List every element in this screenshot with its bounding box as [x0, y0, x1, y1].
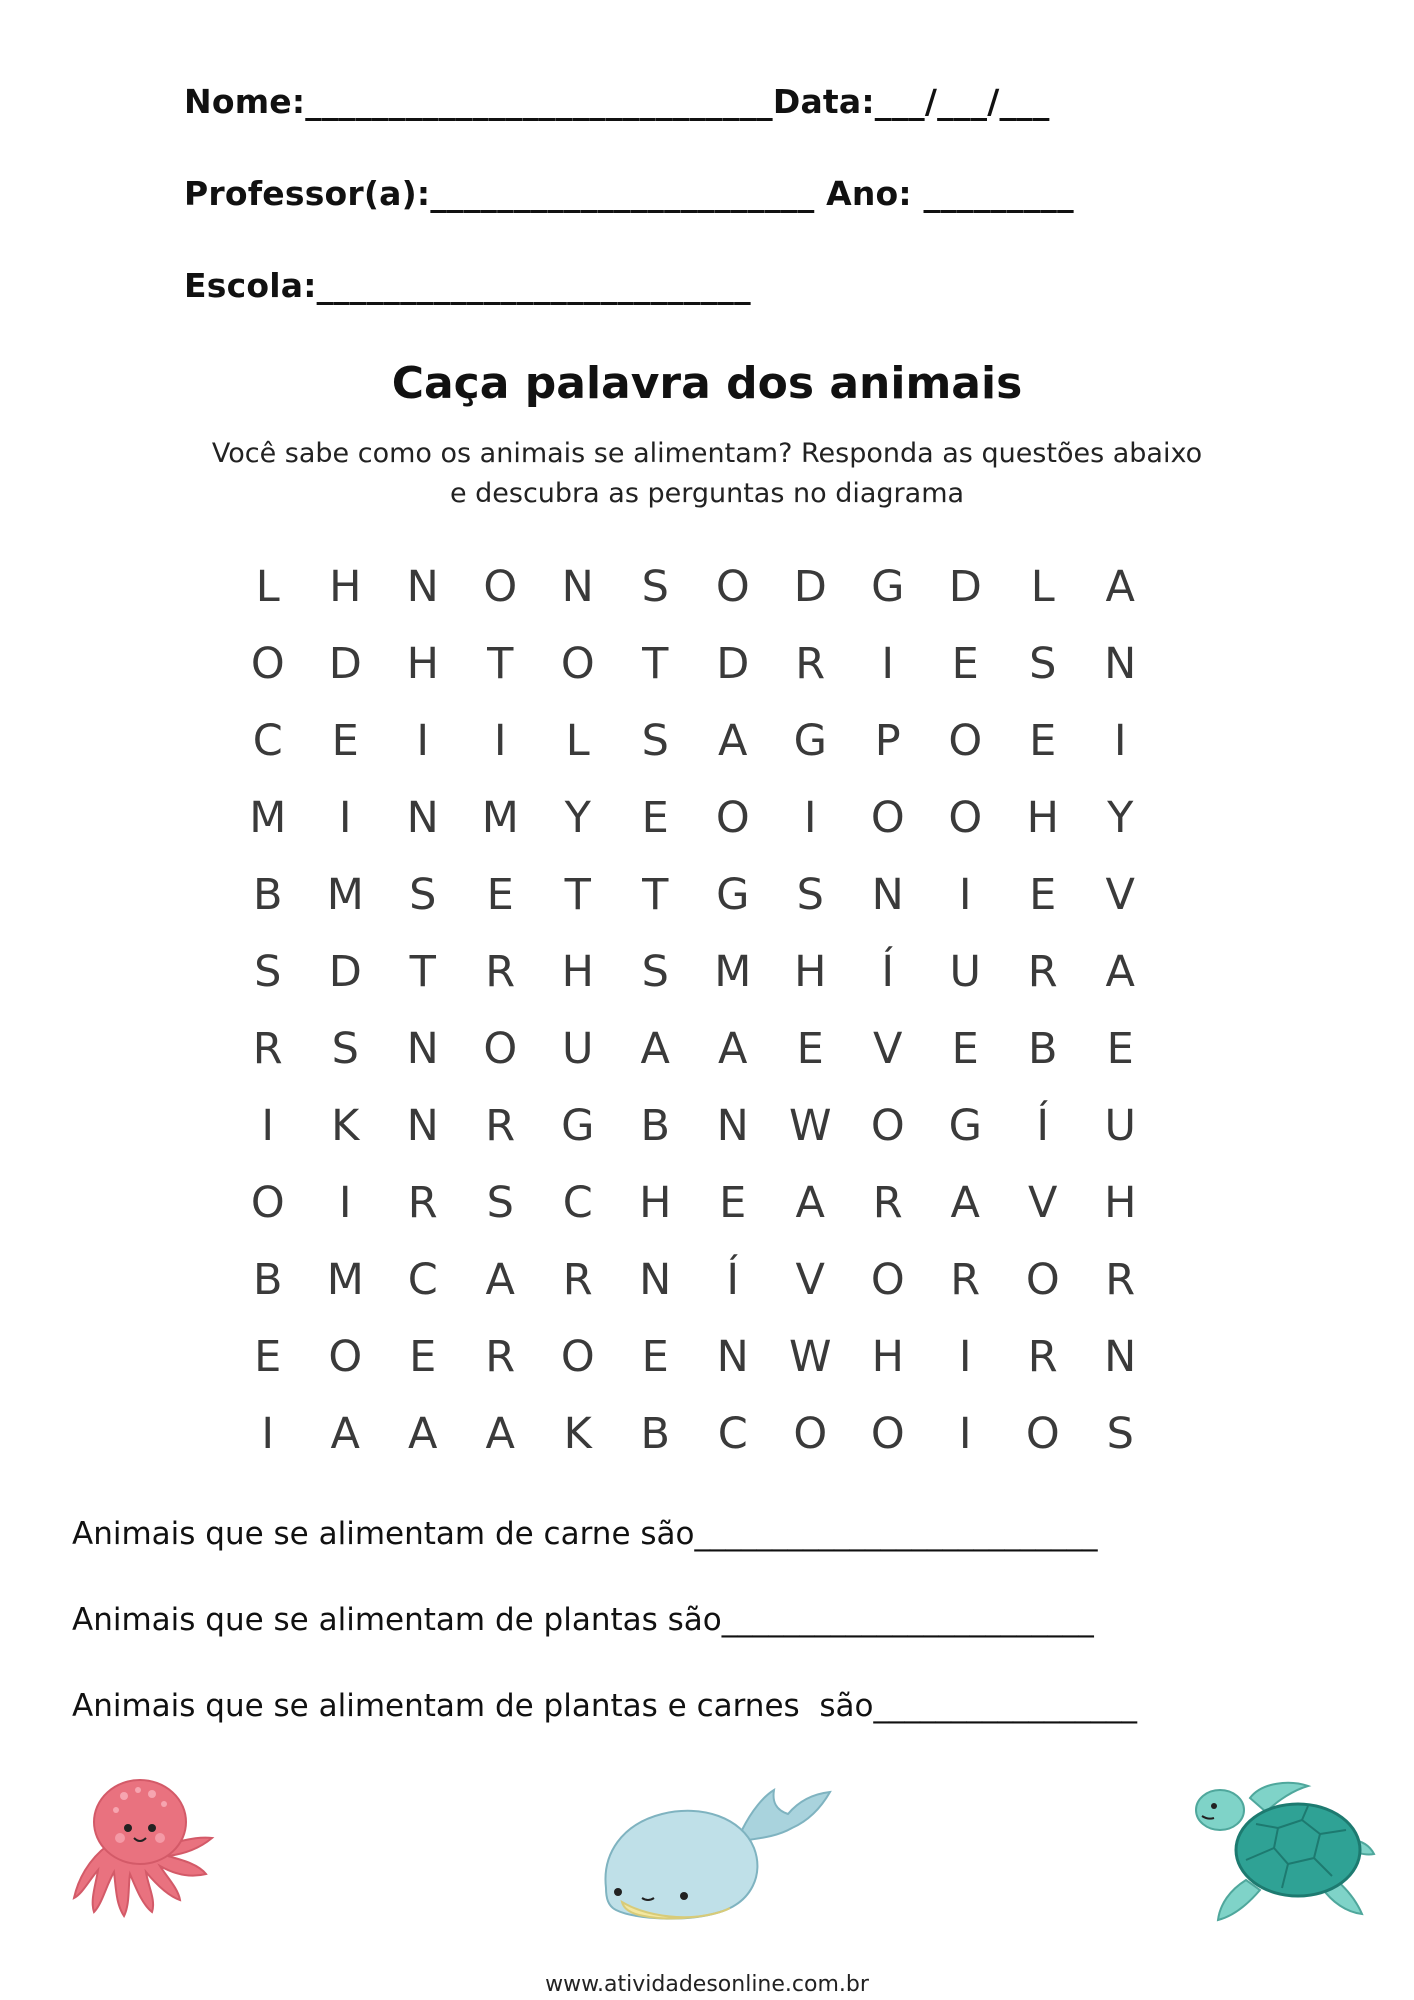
grid-letter: E: [641, 1331, 669, 1382]
grid-letter: A: [1105, 561, 1135, 612]
grid-letter: L: [565, 715, 590, 766]
grid-letter: H: [561, 946, 594, 997]
grid-letter: R: [872, 1177, 903, 1228]
grid-letter: C: [562, 1177, 593, 1228]
grid-letter: O: [948, 715, 983, 766]
grid-letter: N: [716, 1331, 749, 1382]
grid-letter: I: [261, 1100, 275, 1151]
grid-letter: A: [485, 1254, 515, 1305]
grid-letter: E: [331, 715, 359, 766]
grid-letter: Í: [881, 946, 895, 997]
grid-letter: B: [640, 1408, 670, 1459]
grid-letter: B: [253, 869, 283, 920]
question-2: Animais que se alimentam de plantas são________________________: [72, 1602, 1094, 1638]
grid-letter: R: [485, 1100, 516, 1151]
octopus-icon: [68, 1770, 228, 1920]
grid-letter: O: [870, 1408, 905, 1459]
grid-letter: I: [493, 715, 507, 766]
grid-letter: V: [795, 1254, 825, 1305]
grid-letter: Y: [1107, 792, 1134, 843]
grid-letter: I: [958, 1331, 972, 1382]
grid-letter: S: [254, 946, 282, 997]
grid-letter: I: [958, 1408, 972, 1459]
grid-letter: T: [642, 869, 669, 920]
grid-letter: M: [249, 792, 287, 843]
grid-letter: N: [716, 1100, 749, 1151]
grid-letter: O: [870, 1100, 905, 1151]
grid-letter: O: [870, 792, 905, 843]
grid-letter: O: [793, 1408, 828, 1459]
grid-letter: W: [788, 1100, 832, 1151]
grid-letter: V: [873, 1023, 903, 1074]
school-line: Escola:__________________________: [184, 266, 751, 305]
grid-letter: G: [793, 715, 827, 766]
grid-letter: H: [1104, 1177, 1137, 1228]
grid-letter: S: [796, 869, 824, 920]
grid-letter: R: [950, 1254, 981, 1305]
grid-letter: R: [1105, 1254, 1136, 1305]
grid-letter: O: [483, 561, 518, 612]
grid-letter: G: [948, 1100, 982, 1151]
grid-letter: D: [328, 946, 362, 997]
grid-letter: O: [328, 1331, 363, 1382]
grid-letter: T: [642, 638, 669, 689]
grid-letter: E: [641, 792, 669, 843]
grid-letter: U: [562, 1023, 594, 1074]
grid-letter: V: [1105, 869, 1135, 920]
grid-letter: O: [870, 1254, 905, 1305]
grid-letter: O: [1025, 1254, 1060, 1305]
grid-letter: N: [1104, 638, 1137, 689]
grid-letter: N: [406, 561, 439, 612]
grid-letter: H: [329, 561, 362, 612]
grid-letter: S: [641, 715, 669, 766]
grid-letter: T: [564, 869, 591, 920]
website-footer: www.atividadesonline.com.br: [545, 1972, 869, 1997]
grid-letter: R: [252, 1023, 283, 1074]
grid-letter: M: [481, 792, 519, 843]
grid-letter: E: [951, 638, 979, 689]
grid-letter: S: [1106, 1408, 1134, 1459]
grid-letter: I: [1113, 715, 1127, 766]
grid-letter: V: [1028, 1177, 1058, 1228]
grid-letter: I: [881, 638, 895, 689]
grid-letter: D: [948, 561, 982, 612]
grid-letter: I: [958, 869, 972, 920]
grid-letter: E: [409, 1331, 437, 1382]
grid-letter: O: [948, 792, 983, 843]
grid-letter: N: [406, 792, 439, 843]
grid-letter: O: [1025, 1408, 1060, 1459]
grid-letter: E: [486, 869, 514, 920]
grid-letter: H: [406, 638, 439, 689]
name-date-line: Nome:____________________________Data:___/___/___: [184, 82, 1050, 121]
grid-letter: K: [563, 1408, 592, 1459]
whale-icon: [592, 1770, 842, 1930]
word-search-grid: [229, 548, 1159, 1472]
grid-letter: N: [406, 1023, 439, 1074]
grid-letter: L: [1030, 561, 1055, 612]
grid-letter: S: [409, 869, 437, 920]
grid-letter: D: [328, 638, 362, 689]
grid-letter: M: [326, 1254, 364, 1305]
grid-letter: O: [250, 638, 285, 689]
grid-letter: C: [252, 715, 283, 766]
grid-letter: O: [560, 638, 595, 689]
grid-letter: T: [487, 638, 514, 689]
grid-letter: G: [871, 561, 905, 612]
grid-letter: A: [640, 1023, 670, 1074]
grid-letter: S: [486, 1177, 514, 1228]
grid-letter: I: [338, 792, 352, 843]
grid-letter: H: [1026, 792, 1059, 843]
grid-letter: O: [715, 792, 750, 843]
question-3: Animais que se alimentam de plantas e carnes são_________________: [72, 1688, 1138, 1724]
grid-letter: N: [1104, 1331, 1137, 1382]
grid-letter: R: [1027, 946, 1058, 997]
grid-letter: Í: [1036, 1100, 1050, 1151]
grid-letter: H: [794, 946, 827, 997]
grid-letter: D: [716, 638, 750, 689]
grid-letter: Y: [564, 792, 591, 843]
grid-letter: A: [795, 1177, 825, 1228]
grid-letter: M: [326, 869, 364, 920]
grid-letter: E: [719, 1177, 747, 1228]
grid-letter: I: [803, 792, 817, 843]
grid-letter: R: [485, 1331, 516, 1382]
turtle-icon: [1190, 1770, 1378, 1930]
grid-letter: A: [718, 715, 748, 766]
grid-letter: E: [254, 1331, 282, 1382]
grid-letter: R: [485, 946, 516, 997]
grid-letter: U: [949, 946, 981, 997]
instructions-line-1: Você sabe como os animais se alimentam? Responda as questões abaixo: [211, 438, 1203, 469]
grid-letter: S: [641, 946, 669, 997]
grid-letter: N: [406, 1100, 439, 1151]
question-1: Animais que se alimentam de carne são__________________________: [72, 1516, 1098, 1552]
grid-letter: A: [485, 1408, 515, 1459]
grid-letter: S: [331, 1023, 359, 1074]
grid-letter: R: [562, 1254, 593, 1305]
grid-letter: E: [796, 1023, 824, 1074]
grid-letter: W: [788, 1331, 832, 1382]
grid-letter: A: [718, 1023, 748, 1074]
grid-letter: C: [407, 1254, 438, 1305]
grid-letter: L: [255, 561, 280, 612]
grid-letter: T: [409, 946, 436, 997]
page-title: Caça palavra dos animais: [391, 358, 1023, 409]
grid-letter: G: [716, 869, 750, 920]
grid-letter: O: [483, 1023, 518, 1074]
teacher-year-line: Professor(a):_______________________ Ano: _________: [184, 174, 1074, 213]
grid-letter: D: [793, 561, 827, 612]
grid-letter: E: [1029, 715, 1057, 766]
grid-letter: R: [795, 638, 826, 689]
grid-letter: R: [1027, 1331, 1058, 1382]
instructions-line-2: e descubra as perguntas no diagrama: [449, 478, 965, 509]
grid-letter: E: [1106, 1023, 1134, 1074]
grid-letter: H: [639, 1177, 672, 1228]
grid-letter: E: [1029, 869, 1057, 920]
grid-letter: S: [641, 561, 669, 612]
grid-letter: C: [717, 1408, 748, 1459]
grid-letter: O: [250, 1177, 285, 1228]
grid-letter: B: [640, 1100, 670, 1151]
grid-letter: H: [871, 1331, 904, 1382]
grid-letter: A: [1105, 946, 1135, 997]
grid-letter: M: [714, 946, 752, 997]
grid-letter: O: [715, 561, 750, 612]
grid-letter: A: [408, 1408, 438, 1459]
grid-letter: N: [871, 869, 904, 920]
grid-letter: E: [951, 1023, 979, 1074]
grid-letter: A: [950, 1177, 980, 1228]
grid-letter: I: [416, 715, 430, 766]
grid-letter: R: [407, 1177, 438, 1228]
grid-letter: B: [1028, 1023, 1058, 1074]
grid-letter: I: [338, 1177, 352, 1228]
grid-letter: A: [330, 1408, 360, 1459]
grid-letter: K: [331, 1100, 360, 1151]
grid-letter: Í: [726, 1254, 740, 1305]
grid-letter: S: [1029, 638, 1057, 689]
grid-letter: O: [560, 1331, 595, 1382]
grid-letter: I: [261, 1408, 275, 1459]
grid-letter: N: [561, 561, 594, 612]
grid-letter: U: [1104, 1100, 1136, 1151]
grid-letter: P: [874, 715, 901, 766]
grid-letter: N: [639, 1254, 672, 1305]
grid-letter: G: [561, 1100, 595, 1151]
grid-letter: B: [253, 1254, 283, 1305]
